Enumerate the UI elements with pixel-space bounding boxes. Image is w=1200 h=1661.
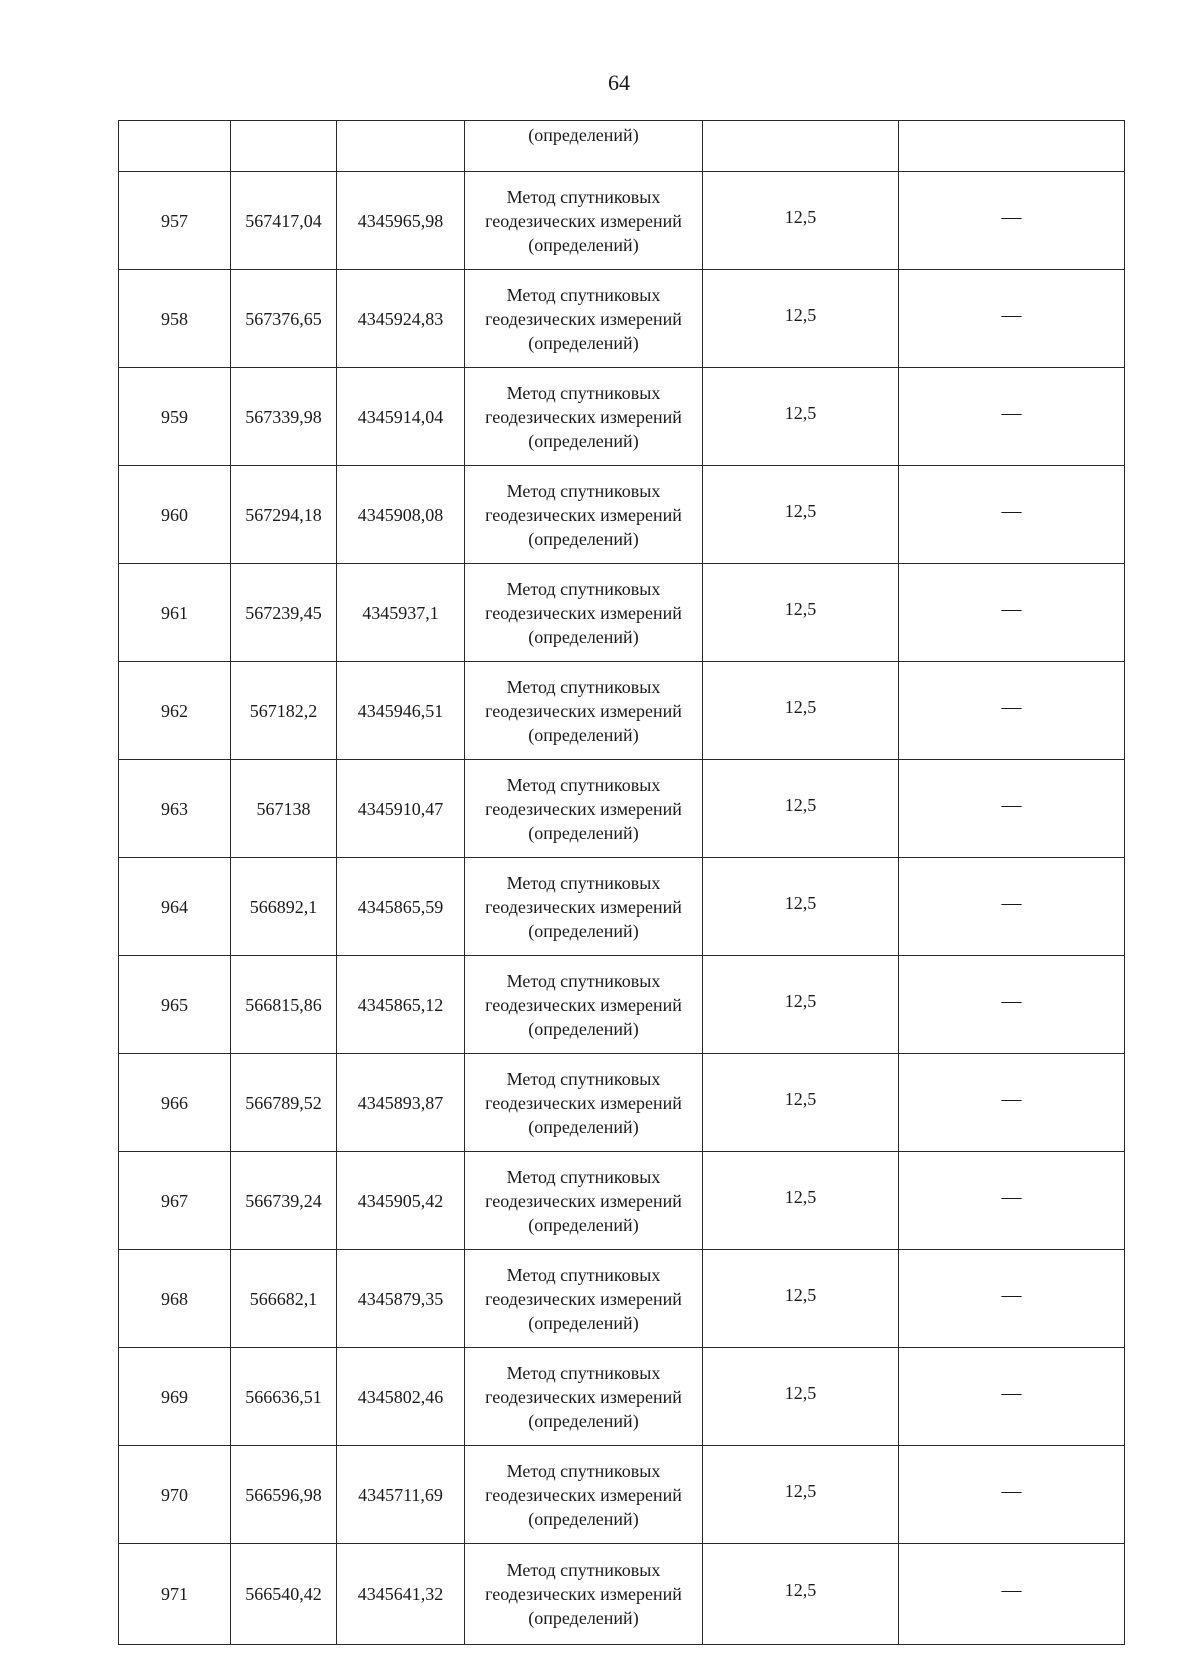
method-line-3: (определений) (528, 1608, 639, 1628)
method-line-1: Метод спутниковых (506, 1460, 661, 1481)
method-line-2: геодезических измерений (485, 504, 682, 525)
accuracy-cell: 12,5 (703, 858, 899, 956)
accuracy-cell: 12,5 (703, 172, 899, 270)
dash-mark: — (1001, 793, 1022, 816)
table-row (119, 1250, 1125, 1348)
note-cell (899, 121, 1125, 172)
note-cell (899, 760, 1125, 858)
dash-mark: — (1001, 1381, 1022, 1404)
table-row (119, 368, 1125, 466)
y-coordinate-cell: 4345910,47 (337, 760, 465, 858)
method-line-2: геодезических измерений (485, 1484, 682, 1505)
note-cell (899, 662, 1125, 760)
dash-mark: — (1001, 499, 1022, 522)
method-line-2: геодезических измерений (485, 1288, 682, 1309)
accuracy-cell: 12,5 (703, 368, 899, 466)
method-line-3: (определений) (528, 1508, 639, 1529)
method-line-3: (определений) (528, 920, 639, 941)
point-number-cell: 971 (119, 1544, 231, 1645)
accuracy-cell: 12,5 (703, 1054, 899, 1152)
page-number: 64 (608, 70, 630, 95)
y-coordinate-cell: 4345924,83 (337, 270, 465, 368)
x-coordinate-cell: 566682,1 (231, 1250, 337, 1348)
table-row (119, 270, 1125, 368)
dash-mark: — (1001, 695, 1022, 718)
method-line-1: Метод спутниковых (506, 1166, 661, 1187)
method-line-2: геодезических измерений (485, 1190, 682, 1211)
table-row (119, 858, 1125, 956)
method-line-1: Метод спутниковых (506, 284, 661, 305)
method-line-1: Метод спутниковых (506, 970, 661, 991)
method-line-2: геодезических измерений (485, 994, 682, 1015)
method-line-2: геодезических измерений (485, 406, 682, 427)
x-coordinate-cell: 566636,51 (231, 1348, 337, 1446)
method-cell (465, 1250, 703, 1348)
x-coordinate-cell: 566596,98 (231, 1446, 337, 1544)
method-cell (465, 466, 703, 564)
x-coordinate-cell: 567239,45 (231, 564, 337, 662)
dash-mark: — (1001, 1479, 1022, 1502)
table-row (119, 466, 1125, 564)
table-row (119, 1054, 1125, 1152)
x-coordinate-cell: 567339,98 (231, 368, 337, 466)
accuracy-cell: 12,5 (703, 1446, 899, 1544)
point-number-cell: 963 (119, 760, 231, 858)
method-cell (465, 760, 703, 858)
accuracy-cell: 12,5 (703, 466, 899, 564)
method-line-3: (определений) (528, 1018, 639, 1039)
method-cell (465, 1348, 703, 1446)
y-coordinate-cell: 4345802,46 (337, 1348, 465, 1446)
point-number-cell: 965 (119, 956, 231, 1054)
method-line-3: (определений) (528, 1214, 639, 1235)
table-body (119, 121, 1125, 1645)
note-cell (899, 1152, 1125, 1250)
table-row (119, 172, 1125, 270)
method-cell (465, 1054, 703, 1152)
x-coordinate-cell: 566540,42 (231, 1544, 337, 1645)
y-coordinate-cell: 4345965,98 (337, 172, 465, 270)
table-row (119, 1446, 1125, 1544)
note-cell (899, 1250, 1125, 1348)
method-cell (465, 270, 703, 368)
continued-row (119, 121, 1125, 172)
table-row (119, 1544, 1125, 1645)
x-coordinate-cell: 567376,65 (231, 270, 337, 368)
method-line-2: геодезических измерений (485, 308, 682, 329)
note-cell (899, 466, 1125, 564)
accuracy-cell: 12,5 (703, 564, 899, 662)
method-line-1: Метод спутниковых (506, 872, 661, 893)
method-line-1: Метод спутниковых (506, 1560, 661, 1580)
method-line-2: геодезических измерений (485, 700, 682, 721)
accuracy-cell: 12,5 (703, 1348, 899, 1446)
coordinates-table (118, 120, 1125, 1645)
table-row (119, 1348, 1125, 1446)
method-line-2: геодезических измерений (485, 896, 682, 917)
method-line-3: (определений) (528, 332, 639, 353)
method-line-1: Метод спутниковых (506, 186, 661, 207)
note-cell (899, 270, 1125, 368)
method-line-1: Метод спутниковых (506, 774, 661, 795)
point-number-cell: 968 (119, 1250, 231, 1348)
method-line-2: геодезических измерений (485, 210, 682, 231)
method-cell (465, 956, 703, 1054)
method-line-3: (определений) (528, 234, 639, 255)
x-coordinate-cell: 567417,04 (231, 172, 337, 270)
y-coordinate-cell: 4345937,1 (337, 564, 465, 662)
method-line-2: геодезических измерений (485, 1092, 682, 1113)
method-line-2: геодезических измерений (485, 1584, 682, 1604)
method-line-3: (определений) (528, 724, 639, 745)
method-cell (465, 368, 703, 466)
method-line-1: Метод спутниковых (506, 1362, 661, 1383)
note-cell (899, 564, 1125, 662)
point-number-cell: 970 (119, 1446, 231, 1544)
method-line-3: (определений) (528, 1116, 639, 1137)
table-row (119, 1152, 1125, 1250)
method-line-1: Метод спутниковых (506, 578, 661, 599)
dash-mark: — (1001, 989, 1022, 1012)
y-coordinate-cell: 4345865,12 (337, 956, 465, 1054)
method-line-2: геодезических измерений (485, 1386, 682, 1407)
point-number-cell: 962 (119, 662, 231, 760)
method-cell: (определений) (465, 121, 703, 172)
x-coordinate-cell: 567138 (231, 760, 337, 858)
point-number-cell: 960 (119, 466, 231, 564)
point-number-cell: 958 (119, 270, 231, 368)
point-number-cell: 959 (119, 368, 231, 466)
dash-mark: — (1001, 303, 1022, 326)
note-cell (899, 956, 1125, 1054)
y-cell (337, 121, 465, 172)
note-cell (899, 368, 1125, 466)
method-cell (465, 858, 703, 956)
method-cell (465, 172, 703, 270)
method-cell (465, 564, 703, 662)
dash-mark: — (1001, 205, 1022, 228)
x-cell (231, 121, 337, 172)
accuracy-cell: 12,5 (703, 1152, 899, 1250)
point-number-cell: 967 (119, 1152, 231, 1250)
method-line-1: Метод спутниковых (506, 1264, 661, 1285)
y-coordinate-cell: 4345914,04 (337, 368, 465, 466)
point-number-cell: 957 (119, 172, 231, 270)
method-line-3: (определений) (528, 822, 639, 843)
dash-mark: — (1001, 1185, 1022, 1208)
x-coordinate-cell: 567294,18 (231, 466, 337, 564)
note-cell (899, 1446, 1125, 1544)
dash-mark: — (1001, 401, 1022, 424)
method-cell (465, 1446, 703, 1544)
note-cell (899, 1054, 1125, 1152)
table-row (119, 760, 1125, 858)
x-coordinate-cell: 566815,86 (231, 956, 337, 1054)
y-coordinate-cell: 4345908,08 (337, 466, 465, 564)
method-cell (465, 662, 703, 760)
note-cell (899, 172, 1125, 270)
point-number-cell: 964 (119, 858, 231, 956)
method-line-1: Метод спутниковых (506, 1068, 661, 1089)
x-coordinate-cell: 566739,24 (231, 1152, 337, 1250)
y-coordinate-cell: 4345865,59 (337, 858, 465, 956)
y-coordinate-cell: 4345946,51 (337, 662, 465, 760)
note-cell (899, 858, 1125, 956)
dash-mark: — (1001, 1087, 1022, 1110)
accuracy-cell: 12,5 (703, 956, 899, 1054)
method-line-3: (определений) (528, 1410, 639, 1431)
method-cell (465, 1152, 703, 1250)
table-row (119, 956, 1125, 1054)
accuracy-cell: 12,5 (703, 270, 899, 368)
y-coordinate-cell: 4345879,35 (337, 1250, 465, 1348)
method-line-3: (определений) (528, 626, 639, 647)
y-coordinate-cell: 4345711,69 (337, 1446, 465, 1544)
dash-mark: — (1001, 1283, 1022, 1306)
x-coordinate-cell: 566789,52 (231, 1054, 337, 1152)
y-coordinate-cell: 4345905,42 (337, 1152, 465, 1250)
x-coordinate-cell: 567182,2 (231, 662, 337, 760)
dash-mark: — (1001, 1579, 1022, 1601)
method-line-1: Метод спутниковых (506, 382, 661, 403)
table-row (119, 564, 1125, 662)
accuracy-cell: 12,5 (703, 760, 899, 858)
point-number-cell: 961 (119, 564, 231, 662)
note-cell (899, 1348, 1125, 1446)
accuracy-cell: 12,5 (703, 1544, 899, 1645)
accuracy-cell: 12,5 (703, 662, 899, 760)
note-cell (899, 1544, 1125, 1645)
point-number-cell: 969 (119, 1348, 231, 1446)
method-line-3: (определений) (528, 528, 639, 549)
method-line-2: геодезических измерений (485, 798, 682, 819)
method-line-1: Метод спутниковых (506, 676, 661, 697)
y-coordinate-cell: 4345893,87 (337, 1054, 465, 1152)
dash-mark: — (1001, 891, 1022, 914)
point-number-cell: 966 (119, 1054, 231, 1152)
table-row (119, 662, 1125, 760)
point-cell (119, 121, 231, 172)
method-line-3: (определений) (528, 1312, 639, 1333)
method-line-1: Метод спутниковых (506, 480, 661, 501)
accuracy-cell: 12,5 (703, 1250, 899, 1348)
method-line-2: геодезических измерений (485, 602, 682, 623)
x-coordinate-cell: 566892,1 (231, 858, 337, 956)
y-coordinate-cell: 4345641,32 (337, 1544, 465, 1645)
method-cell (465, 1544, 703, 1645)
method-line-3: (определений) (528, 430, 639, 451)
error-cell (703, 121, 899, 172)
dash-mark: — (1001, 597, 1022, 620)
